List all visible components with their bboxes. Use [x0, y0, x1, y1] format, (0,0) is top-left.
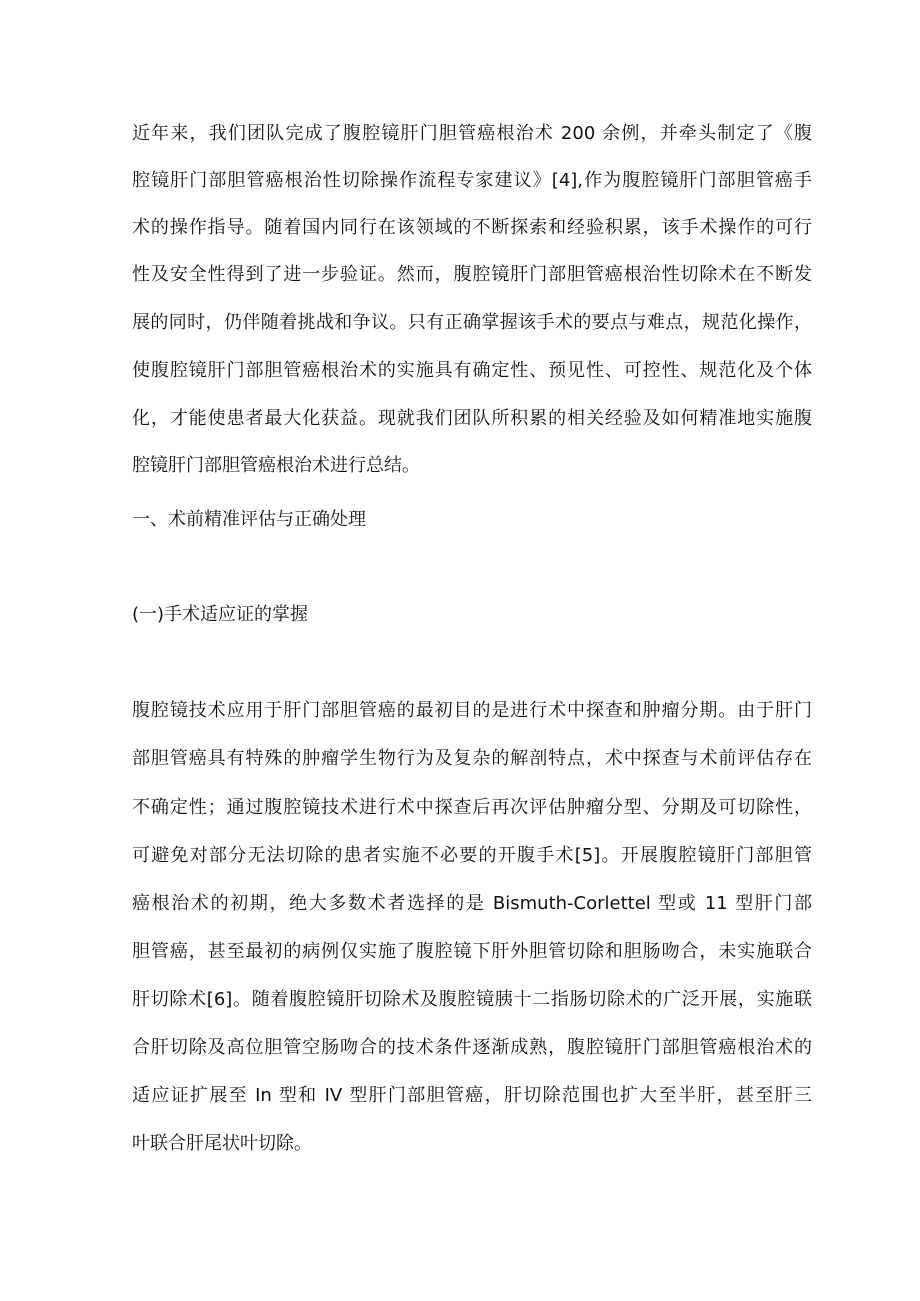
section-heading: 一、术前精准评估与正确处理 — [132, 509, 366, 530]
paragraph-line: 癌根治术的初期，绝大多数术者选择的是 Bismuth-Corlettel 型或 11 型肝门部 — [132, 893, 812, 914]
paragraph-line: 近年来，我们团队完成了腹腔镜肝门胆管癌根治术 200 余例，并牵头制定了《腹 — [132, 123, 812, 144]
paragraph-line: 化，才能使患者最大化获益。现就我们团队所积累的相关经验及如何精准地实施腹 — [132, 408, 812, 429]
subsection-heading: (一)手术适应证的掌握 — [132, 604, 309, 625]
paragraph-line: 展的同时，仍伴随着挑战和争议。只有正确掌握该手术的要点与难点，规范化操作， — [132, 312, 812, 333]
paragraph-line: 叶联合肝尾状叶切除。 — [132, 1133, 312, 1154]
paragraph-line: 性及安全性得到了进一步验证。然而，腹腔镜肝门部胆管癌根治性切除术在不断发 — [132, 264, 812, 285]
paragraph-line: 可避免对部分无法切除的患者实施不必要的开腹手术[5]。开展腹腔镜肝门部胆管 — [132, 845, 812, 866]
paragraph-line: 腔镜肝门部胆管癌根治性切除操作流程专家建议》[4],作为腹腔镜肝门部胆管癌手 — [132, 170, 812, 191]
paragraph-line: 腹腔镜技术应用于肝门部胆管癌的最初目的是进行术中探查和肿瘤分期。由于肝门 — [132, 700, 812, 721]
paragraph-line: 适应证扩展至 In 型和 IV 型肝门部胆管癌，肝切除范围也扩大至半肝，甚至肝三 — [132, 1085, 812, 1106]
paragraph-line: 合肝切除及高位胆管空肠吻合的技术条件逐渐成熟，腹腔镜肝门部胆管癌根治术的 — [132, 1037, 812, 1058]
paragraph-line: 胆管癌，甚至最初的病例仅实施了腹腔镜下肝外胆管切除和胆肠吻合，未实施联合 — [132, 941, 812, 962]
paragraph-line: 腔镜肝门部胆管癌根治术进行总结。 — [132, 455, 420, 476]
paragraph-line: 使腹腔镜肝门部胆管癌根治术的实施具有确定性、预见性、可控性、规范化及个体 — [132, 360, 812, 381]
paragraph-line: 肝切除术[6]。随着腹腔镜肝切除术及腹腔镜胰十二指肠切除术的广泛开展，实施联 — [132, 989, 812, 1010]
paragraph-line: 不确定性；通过腹腔镜技术进行术中探查后再次评估肿瘤分型、分期及可切除性， — [132, 797, 812, 818]
paragraph-line: 术的操作指导。随着国内同行在该领域的不断探索和经验积累，该手术操作的可行 — [132, 217, 812, 238]
paragraph-line: 部胆管癌具有特殊的肿瘤学生物行为及复杂的解剖特点，术中探查与术前评估存在 — [132, 748, 812, 769]
